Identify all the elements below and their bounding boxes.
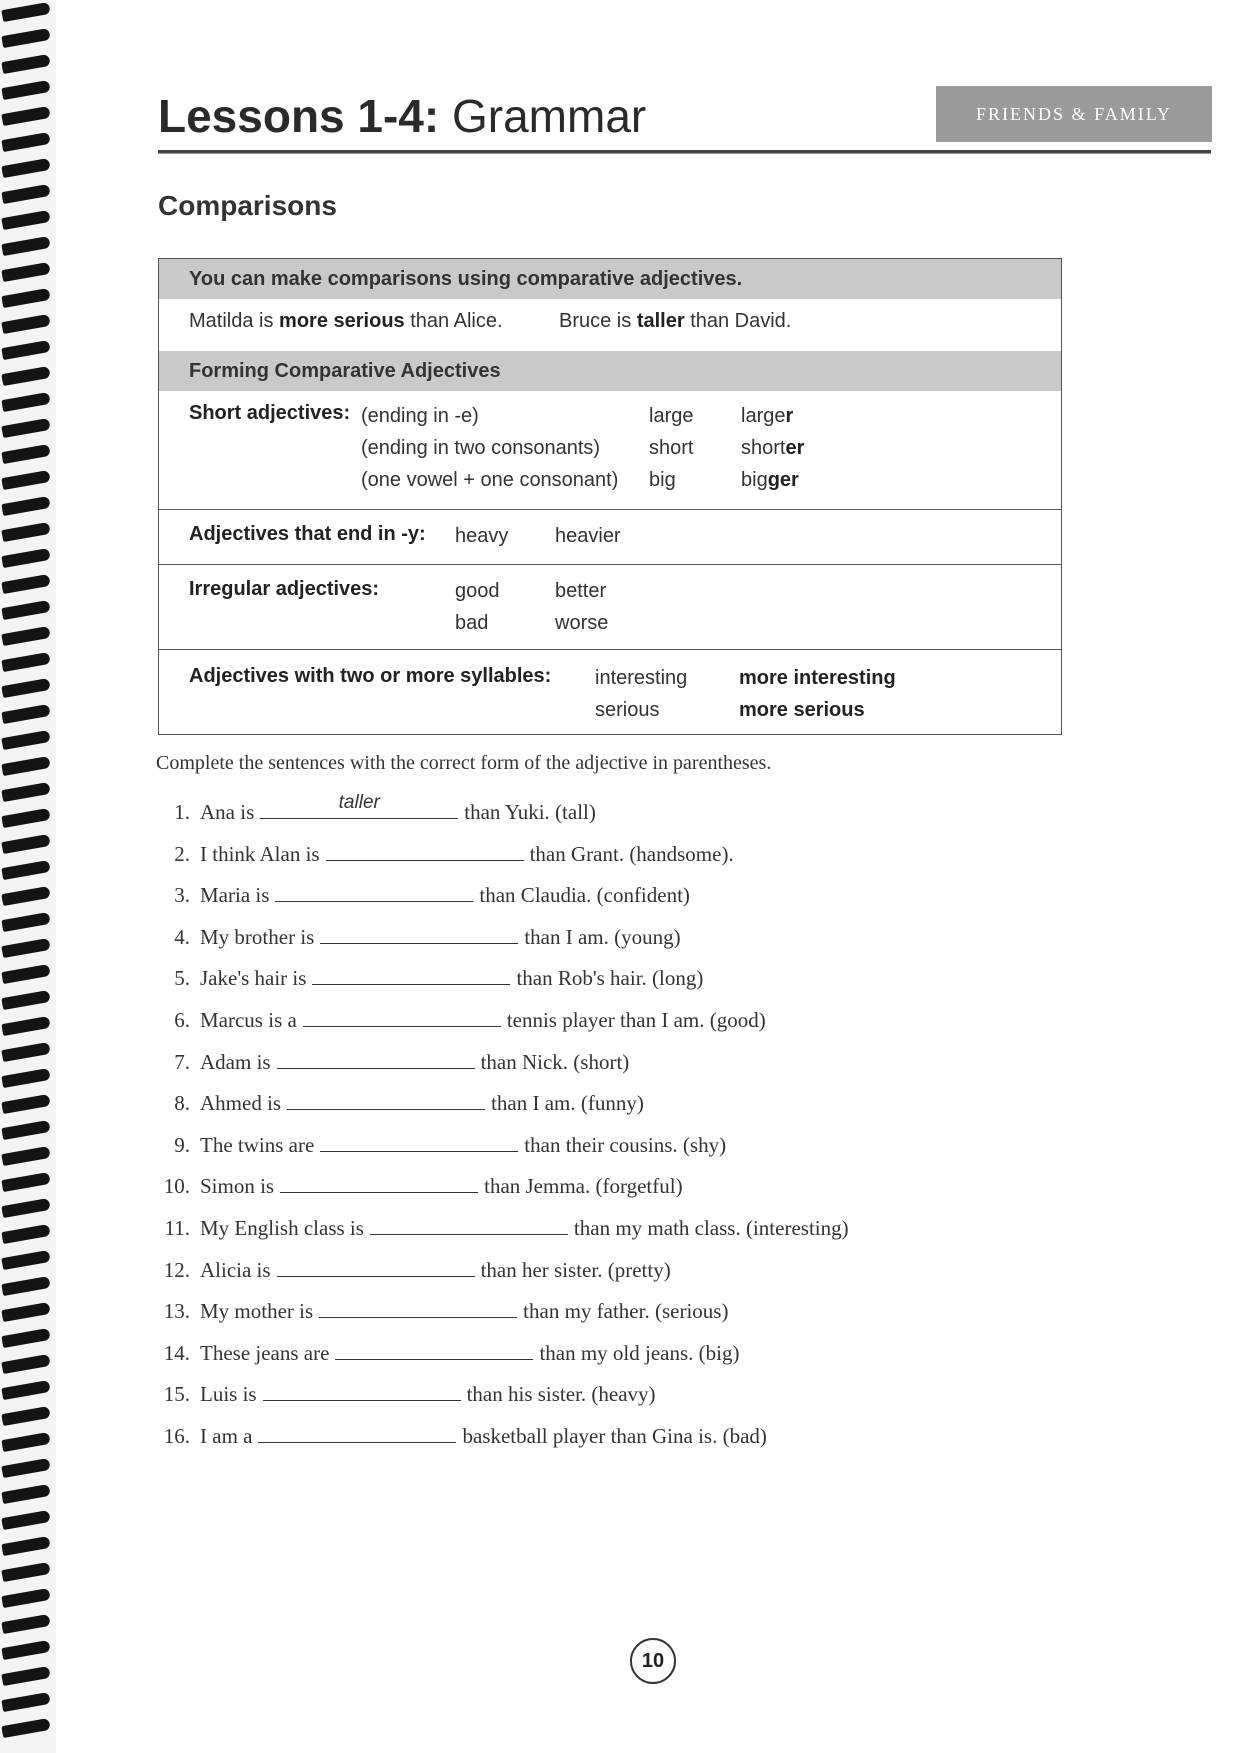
exercise-item: [150, 1420, 767, 1450]
short-comp-ending-3: ger: [767, 469, 799, 491]
exercise-sentence-start: Adam is: [200, 1049, 271, 1074]
table-divider: [159, 564, 1061, 565]
binding-coil: [1, 860, 50, 880]
exercise-sentence-start: My English class is: [200, 1216, 364, 1240]
exercise-item: [150, 1046, 629, 1076]
exercise-item: [150, 1129, 726, 1159]
binding-coil: [1, 1692, 50, 1712]
short-comp-stem-2: short: [741, 437, 786, 459]
title-lessons: Lessons 1-4:: [158, 90, 440, 142]
short-comparative-1: [741, 400, 793, 432]
ending-y-label-text: Adjectives that end in -y:: [189, 523, 426, 545]
short-adjectives-label-text: Short adjectives:: [189, 402, 351, 424]
table-divider: [159, 509, 1061, 510]
short-base-3: big: [649, 469, 676, 491]
short-rule-1: (ending in -e): [361, 405, 479, 427]
exercise-number: 16.: [163, 1424, 190, 1448]
binding-coil: [1, 366, 50, 386]
multi-comparative-2-text: more serious: [739, 699, 865, 721]
short-adjectives-label: [189, 397, 350, 429]
exercise-sentence-start: Ana is: [200, 800, 255, 824]
binding-coil: [1, 1302, 50, 1322]
binding-coil: [1, 1042, 50, 1062]
multi-base-1: interesting: [595, 667, 688, 689]
exercise-sentence-end: than my father. (serious): [523, 1299, 729, 1324]
exercise-number: 9.: [174, 1132, 190, 1157]
exercise-sentence-end: than Yuki. (tall): [464, 800, 596, 824]
answer-text: taller: [338, 792, 380, 813]
exercise-sentence-start: I think Alan is: [200, 841, 320, 866]
exercise-sentence-end: than Claudia. (confident): [479, 883, 690, 908]
example2-post: than David.: [690, 310, 792, 332]
exercise-number: 14.: [163, 1340, 190, 1365]
answer-blank[interactable]: [303, 1004, 501, 1027]
title-divider: [158, 150, 1211, 154]
exercise-number: 11.: [164, 1216, 190, 1240]
exercise-item: [150, 1087, 644, 1117]
binding-coil: [1, 1588, 50, 1608]
answer-blank[interactable]: [260, 792, 458, 819]
binding-coil: [1, 496, 50, 516]
binding-coil: [1, 1614, 50, 1634]
exercise-item: [150, 1295, 728, 1325]
answer-blank[interactable]: [258, 1420, 456, 1443]
exercise-number: 4.: [174, 924, 190, 949]
exercise-number: 5.: [174, 966, 190, 991]
unit-badge: FRIENDS & FAMILY: [936, 86, 1212, 142]
binding-coil: [1, 1016, 50, 1036]
binding-coil: [1, 2, 50, 22]
short-rule-3: (one vowel + one consonant): [361, 469, 619, 491]
exercise-sentence-start: Maria is: [200, 883, 270, 908]
exercise-sentence-start: Alicia is: [200, 1257, 271, 1282]
exercise-sentence-end: than I am. (funny): [491, 1091, 644, 1116]
exercise-item: [150, 1170, 683, 1200]
exercise-sentence-start: These jeans are: [200, 1340, 330, 1365]
short-comparative-3: [741, 464, 799, 496]
example-sentence-1: [189, 305, 503, 337]
binding-coil: [1, 704, 50, 724]
binding-coil: [1, 1458, 50, 1478]
exercise-item: [150, 1212, 849, 1242]
binding-coil: [1, 1146, 50, 1166]
exercise-sentence-start: Jake's hair is: [200, 966, 307, 991]
exercise-sentence-end: than her sister. (pretty): [480, 1257, 671, 1282]
binding-coil: [1, 444, 50, 464]
binding-coil: [1, 106, 50, 126]
section-title: Comparisons: [158, 190, 337, 221]
irregular-base-2: bad: [455, 612, 489, 634]
spiral-binding: [0, 0, 56, 1753]
exercise-item: [150, 879, 690, 909]
short-comp-stem-3: big: [741, 469, 768, 491]
exercise-sentence-end: than Rob's hair. (long): [516, 966, 704, 991]
binding-coil: [1, 912, 50, 932]
exercise-item: [150, 838, 734, 868]
page-title: [158, 88, 646, 144]
exercise-sentence-start: My mother is: [200, 1299, 314, 1324]
answer-blank[interactable]: [312, 962, 510, 985]
ending-y-base: heavy: [455, 525, 509, 547]
binding-coil: [1, 314, 50, 334]
exercise-sentence-end: than his sister. (heavy): [466, 1382, 656, 1407]
binding-coil: [1, 756, 50, 776]
exercise-number: 7.: [174, 1049, 190, 1074]
binding-coil: [1, 1172, 50, 1192]
answer-blank[interactable]: [280, 1170, 478, 1193]
example1-bold: more serious: [279, 310, 405, 332]
table-band-forming: Forming Comparative Adjectives: [159, 351, 1061, 391]
binding-coil: [1, 1198, 50, 1218]
grammar-table: [158, 258, 1062, 735]
exercise-number: 6.: [174, 1008, 190, 1032]
irregular-comparative-1: better: [555, 580, 607, 602]
exercise-item: [150, 1004, 766, 1034]
exercise-item: [150, 1337, 739, 1367]
binding-coil: [1, 834, 50, 854]
short-comp-stem-1: large: [741, 405, 786, 427]
exercise-sentence-end: than I am. (young): [524, 924, 681, 949]
exercise-number: 3.: [174, 883, 190, 908]
title-topic: Grammar: [452, 90, 647, 142]
binding-coil: [1, 1094, 50, 1114]
binding-coil: [1, 28, 50, 48]
irregular-label-text: Irregular adjectives:: [189, 578, 380, 600]
binding-coil: [1, 1562, 50, 1582]
exercise-sentence-end: than Grant. (handsome).: [529, 841, 734, 866]
answer-blank[interactable]: [263, 1378, 461, 1401]
binding-coil: [1, 80, 50, 100]
binding-coil: [1, 1224, 50, 1244]
multi-comparative-2: [739, 694, 865, 726]
exercise-sentence-start: I am a: [200, 1424, 253, 1448]
binding-coil: [1, 392, 50, 412]
binding-coil: [1, 1068, 50, 1088]
multi-comparative-1: [739, 662, 896, 694]
answer-blank[interactable]: [287, 1087, 485, 1110]
binding-coil: [1, 1120, 50, 1140]
exercise-number: 1.: [174, 800, 190, 824]
binding-coil: [1, 782, 50, 802]
binding-coil: [1, 288, 50, 308]
example2-bold: taller: [636, 310, 685, 332]
answer-blank[interactable]: [370, 1212, 568, 1235]
answer-blank[interactable]: [319, 1295, 517, 1318]
binding-coil: [1, 1666, 50, 1686]
binding-coil: [1, 184, 50, 204]
example2-pre: Bruce is: [559, 310, 632, 332]
exercise-number: 2.: [174, 841, 190, 866]
irregular-comparative-2: worse: [555, 612, 609, 634]
exercise-item: [150, 1254, 671, 1284]
exercise-sentence-end: than my math class. (interesting): [573, 1216, 849, 1240]
binding-coil: [1, 1510, 50, 1530]
multi-syllable-label-text: Adjectives with two or more syllables:: [189, 665, 552, 687]
exercise-sentence-start: Simon is: [200, 1174, 275, 1199]
table-divider: [159, 649, 1061, 650]
answer-blank[interactable]: [277, 1046, 475, 1069]
answer-blank[interactable]: [277, 1254, 475, 1277]
binding-coil: [1, 626, 50, 646]
short-base-2: short: [649, 437, 694, 459]
exercise-sentence-start: Ahmed is: [200, 1091, 282, 1116]
binding-coil: [1, 886, 50, 906]
short-comp-ending-2: er: [785, 437, 805, 459]
binding-coil: [1, 418, 50, 438]
binding-coil: [1, 730, 50, 750]
answer-blank[interactable]: [320, 1129, 518, 1152]
exercise-number: 10.: [163, 1174, 190, 1199]
binding-coil: [1, 1536, 50, 1556]
binding-coil: [1, 1640, 50, 1660]
binding-coil: [1, 964, 50, 984]
binding-coil: [1, 236, 50, 256]
exercise-sentence-start: My brother is: [200, 924, 315, 949]
short-comparative-2: [741, 432, 804, 464]
exercise-number: 8.: [174, 1091, 190, 1116]
exercise-instructions: Complete the sentences with the correct form of the adjective in parentheses.: [156, 752, 772, 774]
irregular-base-1: good: [455, 580, 500, 602]
binding-coil: [1, 132, 50, 152]
exercise-item: [150, 921, 681, 951]
exercise-sentence-start: The twins are: [200, 1132, 315, 1157]
binding-coil: [1, 262, 50, 282]
binding-coil: [1, 652, 50, 672]
exercise-number: 15.: [163, 1382, 190, 1407]
binding-coil: [1, 1250, 50, 1270]
answer-blank[interactable]: [320, 921, 518, 944]
exercise-item: [150, 792, 596, 826]
exercise-sentence-end: than Jemma. (forgetful): [484, 1174, 683, 1199]
answer-blank[interactable]: [335, 1337, 533, 1360]
exercise-sentence-end: than their cousins. (shy): [524, 1132, 727, 1157]
short-rule-2: (ending in two consonants): [361, 437, 601, 459]
ending-y-comparative: heavier: [555, 525, 621, 547]
binding-coil: [1, 678, 50, 698]
table-band-comparisons: You can make comparisons using comparative adjectives.: [159, 259, 1061, 299]
binding-coil: [1, 574, 50, 594]
exercise-sentence-end: tennis player than I am. (good): [506, 1008, 766, 1032]
binding-coil: [1, 470, 50, 490]
answer-blank[interactable]: [326, 838, 524, 861]
multi-base-2: serious: [595, 699, 660, 721]
binding-coil: [1, 1406, 50, 1426]
exercise-item: [150, 962, 703, 992]
multi-comparative-1-text: more interesting: [739, 667, 896, 689]
short-base-1: large: [649, 405, 694, 427]
binding-coil: [1, 1380, 50, 1400]
binding-coil: [1, 210, 50, 230]
binding-coil: [1, 1354, 50, 1374]
answer-blank[interactable]: [275, 879, 473, 902]
exercise-sentence-start: Marcus is a: [200, 1008, 297, 1032]
binding-coil: [1, 1484, 50, 1504]
multi-syllable-label: [189, 660, 551, 692]
exercise-item: [150, 1378, 656, 1408]
binding-coil: [1, 1328, 50, 1348]
binding-coil: [1, 990, 50, 1010]
exercise-sentence-end: basketball player than Gina is. (bad): [462, 1424, 767, 1448]
binding-coil: [1, 600, 50, 620]
binding-coil: [1, 808, 50, 828]
page-number: 10: [630, 1638, 676, 1684]
binding-coil: [1, 938, 50, 958]
example1-pre: Matilda is: [189, 310, 274, 332]
ending-y-label: [189, 518, 426, 550]
binding-coil: [1, 1276, 50, 1296]
exercise-sentence-end: than my old jeans. (big): [539, 1340, 740, 1365]
binding-coil: [1, 54, 50, 74]
binding-coil: [1, 522, 50, 542]
example-sentence-2: [559, 305, 791, 337]
short-comp-ending-1: r: [785, 405, 794, 427]
binding-coil: [1, 1432, 50, 1452]
exercise-number: 13.: [163, 1299, 190, 1324]
example1-post: than Alice.: [410, 310, 503, 332]
binding-coil: [1, 1718, 50, 1738]
binding-coil: [1, 548, 50, 568]
binding-coil: [1, 340, 50, 360]
exercise-sentence-start: Luis is: [200, 1382, 257, 1407]
binding-coil: [1, 158, 50, 178]
exercise-sentence-end: than Nick. (short): [480, 1049, 630, 1074]
irregular-label: [189, 573, 379, 605]
exercise-number: 12.: [163, 1257, 190, 1282]
